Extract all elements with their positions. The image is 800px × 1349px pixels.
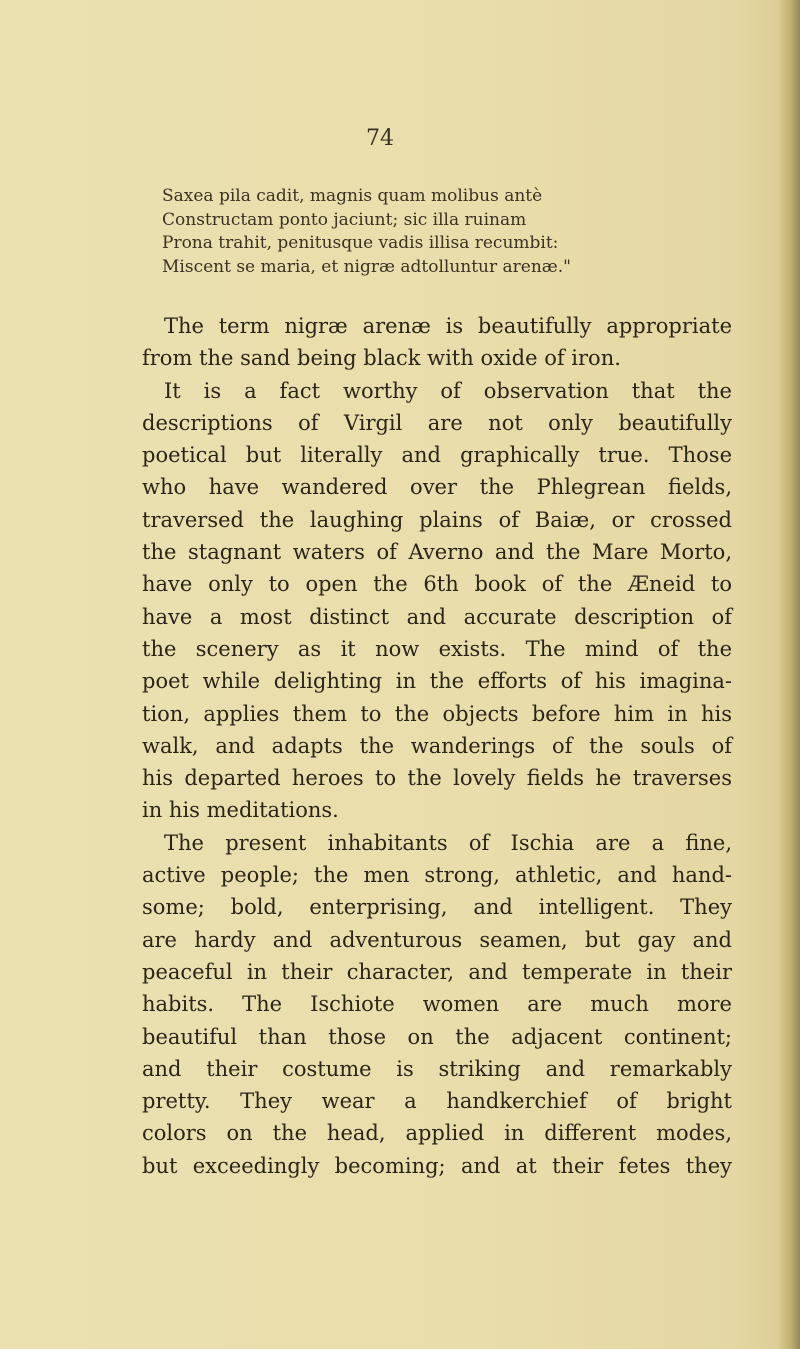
verse-line: Saxea pila cadit, magnis quam molibus antè [162,186,543,206]
text-line: in his meditations. [142,798,339,823]
text-line: active people; the men strong, athletic, and hand- [142,863,732,888]
page-number: 74 [366,126,394,151]
text-line: descriptions of Virgil are not only beautifully [142,410,732,435]
page-edge-shadow [778,0,800,1349]
text-line: the stagnant waters of Averno and the Mare Morto, [142,540,732,565]
verse-line: Miscent se maria, et nigræ adtolluntur arenæ." [162,257,571,278]
text-line: beautiful than those on the adjacent continent; [142,1024,732,1049]
text-line: have only to open the 6th book of the Æneid to [142,572,732,597]
text-line: are hardy and adventurous seamen, but gay and [142,927,732,952]
latin-verse-quote [162,185,722,280]
verse-line: Constructam ponto jaciunt; sic illa ruinam [162,209,527,230]
text-line: the scenery as it now exists. The mind of the [142,636,732,661]
text-line: tion, applies them to the objects before him in his [142,701,732,726]
text-line: his departed heroes to the lovely fields he traverses [142,766,732,791]
text-line: and their costume is striking and remarkably [142,1056,732,1081]
text-line: from the sand being black with oxide of iron. [142,346,621,371]
text-line: pretty. They wear a handkerchief of bright [142,1089,732,1114]
text-line: walk, and adapts the wanderings of the souls of [142,733,732,758]
text-line: poet while delighting in the efforts of his imagina- [142,669,732,694]
text-line: who have wandered over the Phlegrean fields, [142,475,732,500]
text-line: some; bold, enterprising, and intelligent. They [142,895,732,920]
text-line: have a most distinct and accurate description of [142,604,732,629]
text-line: but exceedingly becoming; and at their fetes they [142,1153,732,1178]
text-line: traversed the laughing plains of Baiæ, or crossed [142,507,732,532]
verse-line: Prona trahit, penitusque vadis illisa recumbit: [162,233,559,254]
body-text [142,310,732,1182]
text-line: habits. The Ischiote women are much more [142,992,732,1017]
text-line: It is a fact worthy of observation that the [164,378,732,403]
text-line: The term nigræ arenæ is beautifully appropriate [164,314,732,338]
text-line: poetical but literally and graphically true. Those [142,443,732,468]
text-line: The present inhabitants of Ischia are a fine, [164,830,732,855]
text-line: colors on the head, applied in different modes, [142,1121,732,1146]
text-line: peaceful in their character, and temperate in their [142,959,732,984]
